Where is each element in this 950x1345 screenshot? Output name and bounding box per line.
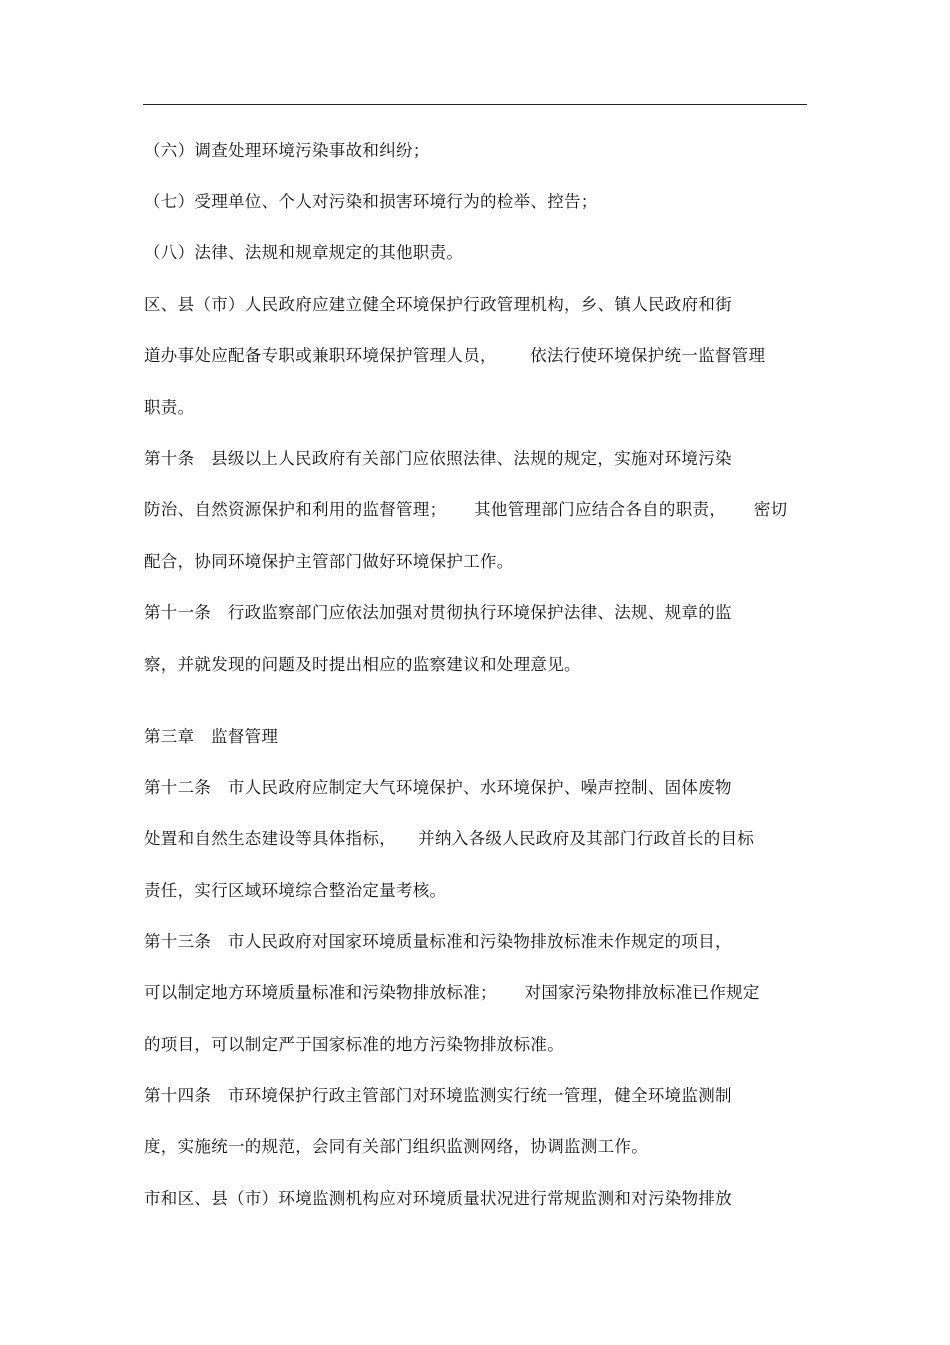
article-11-heading-line: 第十一条 行政监察部门应依法加强对贯彻执行环境保护法律、法规、规章的监 [144,603,732,622]
text-line: 市和区、县（市）环境监测机构应对环境质量状况进行常规监测和对污染物排放 [144,1189,732,1208]
text-line-item-7: （七）受理单位、个人对污染和损害环境行为的检举、控告； [144,192,598,211]
text-line: 职责。 [144,398,195,417]
article-12-heading-line: 第十二条 市人民政府应制定大气环境保护、水环境保护、噪声控制、固体废物 [144,778,732,797]
text-line: 防治、自然资源保护和利用的监督管理； 其他管理部门应结合各自的职责， 密切 [144,500,788,519]
article-10-heading-line: 第十条 县级以上人民政府有关部门应依照法律、法规的规定，实施对环境污染 [144,449,732,468]
chapter-3-title: 第三章 监督管理 [144,727,279,746]
text-line-item-6: （六）调查处理环境污染事故和纠纷； [144,141,430,160]
text-line: 区、县（市）人民政府应建立健全环境保护行政管理机构，乡、镇人民政府和街 [144,295,732,314]
header-rule [143,104,807,105]
text-line: 处置和自然生态建设等具体指标， 并纳入各级人民政府及其部门行政首长的目标 [144,829,755,848]
text-line: 可以制定地方环境质量标准和污染物排放标准； 对国家污染物排放标准已作规定 [144,983,760,1002]
article-14-heading-line: 第十四条 市环境保护行政主管部门对环境监测实行统一管理，健全环境监测制 [144,1086,732,1105]
text-line: 的项目，可以制定严于国家标准的地方污染物排放标准。 [144,1035,564,1054]
text-line: 道办事处应配备专职或兼职环境保护管理人员， 依法行使环境保护统一监督管理 [144,346,766,365]
text-line: 度，实施统一的规范，会同有关部门组织监测网络，协调监测工作。 [144,1137,648,1156]
text-line: 察，并就发现的问题及时提出相应的监察建议和处理意见。 [144,655,581,674]
text-line-item-8: （八）法律、法规和规章规定的其他职责。 [144,243,464,262]
text-line: 配合，协同环境保护主管部门做好环境保护工作。 [144,552,514,571]
text-line: 责任，实行区域环境综合整治定量考核。 [144,881,447,900]
article-13-heading-line: 第十三条 市人民政府对国家环境质量标准和污染物排放标准未作规定的项目， [144,932,732,951]
